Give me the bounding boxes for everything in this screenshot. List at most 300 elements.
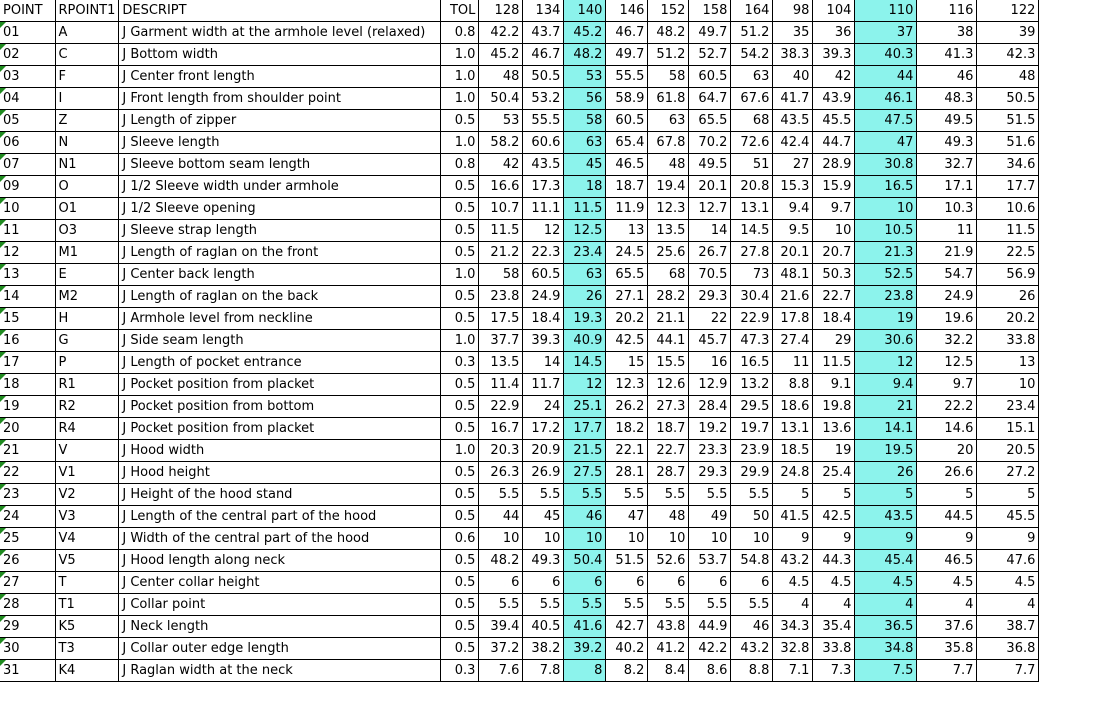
cell-140[interactable]: 40.9 [564,329,606,351]
cell-98[interactable]: 43.5 [773,109,813,131]
cell-104[interactable]: 43.9 [813,87,855,109]
cell-descript[interactable]: J Length of the central part of the hood [119,505,441,527]
cell-110[interactable]: 26 [855,461,917,483]
cell-104[interactable]: 50.3 [813,263,855,285]
cell-110[interactable]: 21.3 [855,241,917,263]
cell-122[interactable]: 10.6 [977,197,1039,219]
cell-point[interactable]: 09 [0,175,55,197]
cell-98[interactable]: 21.6 [773,285,813,307]
cell-point[interactable]: 25 [0,527,55,549]
cell-104[interactable]: 35.4 [813,615,855,637]
cell-146[interactable]: 49.7 [606,43,648,65]
cell-point[interactable]: 10 [0,197,55,219]
cell-158[interactable]: 5.5 [689,483,731,505]
cell-158[interactable]: 26.7 [689,241,731,263]
cell-158[interactable]: 12.9 [689,373,731,395]
cell-point[interactable]: 17 [0,351,55,373]
cell-122[interactable]: 13 [977,351,1039,373]
cell-152[interactable]: 44.1 [648,329,689,351]
cell-point[interactable]: 19 [0,395,55,417]
cell-152[interactable]: 21.1 [648,307,689,329]
cell-point[interactable]: 29 [0,615,55,637]
cell-98[interactable]: 17.8 [773,307,813,329]
cell-128[interactable]: 58.2 [479,131,523,153]
cell-164[interactable]: 23.9 [731,439,773,461]
cell-164[interactable]: 5.5 [731,483,773,505]
cell-point[interactable]: 03 [0,65,55,87]
cell-104[interactable]: 15.9 [813,175,855,197]
cell-152[interactable]: 19.4 [648,175,689,197]
cell-134[interactable]: 60.6 [523,131,564,153]
cell-164[interactable]: 51 [731,153,773,175]
cell-164[interactable]: 47.3 [731,329,773,351]
cell-116[interactable]: 9 [917,527,977,549]
cell-152[interactable]: 5.5 [648,593,689,615]
cell-tol[interactable]: 0.3 [441,659,479,681]
cell-descript[interactable]: J Length of raglan on the front [119,241,441,263]
cell-158[interactable]: 10 [689,527,731,549]
cell-110[interactable]: 19.5 [855,439,917,461]
cell-116[interactable]: 17.1 [917,175,977,197]
cell-146[interactable]: 40.2 [606,637,648,659]
cell-152[interactable]: 28.7 [648,461,689,483]
cell-rpoint1[interactable]: R4 [55,417,119,439]
cell-128[interactable]: 42.2 [479,21,523,43]
cell-rpoint1[interactable]: P [55,351,119,373]
cell-98[interactable]: 7.1 [773,659,813,681]
cell-158[interactable]: 49.5 [689,153,731,175]
cell-rpoint1[interactable]: E [55,263,119,285]
cell-164[interactable]: 19.7 [731,417,773,439]
cell-164[interactable]: 29.5 [731,395,773,417]
cell-rpoint1[interactable]: T3 [55,637,119,659]
cell-146[interactable]: 46.5 [606,153,648,175]
cell-tol[interactable]: 1.0 [441,87,479,109]
cell-122[interactable]: 20.2 [977,307,1039,329]
cell-point[interactable]: 22 [0,461,55,483]
cell-128[interactable]: 10 [479,527,523,549]
cell-140[interactable]: 45 [564,153,606,175]
cell-tol[interactable]: 0.5 [441,285,479,307]
cell-158[interactable]: 29.3 [689,461,731,483]
cell-110[interactable]: 52.5 [855,263,917,285]
cell-tol[interactable]: 0.5 [441,505,479,527]
cell-122[interactable]: 27.2 [977,461,1039,483]
cell-134[interactable]: 22.3 [523,241,564,263]
cell-descript[interactable]: J Side seam length [119,329,441,351]
cell-98[interactable]: 38.3 [773,43,813,65]
cell-152[interactable]: 12.3 [648,197,689,219]
cell-128[interactable]: 48.2 [479,549,523,571]
cell-116[interactable]: 10.3 [917,197,977,219]
cell-158[interactable]: 28.4 [689,395,731,417]
cell-116[interactable]: 22.2 [917,395,977,417]
cell-tol[interactable]: 0.5 [441,571,479,593]
cell-116[interactable]: 4 [917,593,977,615]
cell-134[interactable]: 18.4 [523,307,564,329]
cell-152[interactable]: 61.8 [648,87,689,109]
cell-rpoint1[interactable]: V3 [55,505,119,527]
cell-164[interactable]: 46 [731,615,773,637]
cell-152[interactable]: 15.5 [648,351,689,373]
cell-128[interactable]: 44 [479,505,523,527]
cell-122[interactable]: 11.5 [977,219,1039,241]
cell-164[interactable]: 73 [731,263,773,285]
cell-tol[interactable]: 0.5 [441,615,479,637]
cell-152[interactable]: 28.2 [648,285,689,307]
cell-110[interactable]: 30.6 [855,329,917,351]
cell-140[interactable]: 46 [564,505,606,527]
cell-98[interactable]: 9 [773,527,813,549]
cell-140[interactable]: 45.2 [564,21,606,43]
cell-104[interactable]: 13.6 [813,417,855,439]
cell-122[interactable]: 26 [977,285,1039,307]
cell-116[interactable]: 11 [917,219,977,241]
cell-134[interactable]: 46.7 [523,43,564,65]
cell-128[interactable]: 21.2 [479,241,523,263]
cell-104[interactable]: 20.7 [813,241,855,263]
cell-104[interactable]: 42.5 [813,505,855,527]
cell-122[interactable]: 23.4 [977,395,1039,417]
cell-tol[interactable]: 0.8 [441,153,479,175]
cell-116[interactable]: 5 [917,483,977,505]
cell-rpoint1[interactable]: V5 [55,549,119,571]
cell-152[interactable]: 58 [648,65,689,87]
column-header-descript[interactable]: DESCRIPT [119,0,441,21]
cell-134[interactable]: 49.3 [523,549,564,571]
cell-116[interactable]: 20 [917,439,977,461]
cell-146[interactable]: 20.2 [606,307,648,329]
cell-128[interactable]: 48 [479,65,523,87]
cell-140[interactable]: 21.5 [564,439,606,461]
cell-descript[interactable]: J Hood length along neck [119,549,441,571]
cell-164[interactable]: 27.8 [731,241,773,263]
cell-tol[interactable]: 0.5 [441,197,479,219]
cell-descript[interactable]: J Collar outer edge length [119,637,441,659]
cell-164[interactable]: 63 [731,65,773,87]
cell-98[interactable]: 41.5 [773,505,813,527]
cell-tol[interactable]: 0.5 [441,307,479,329]
cell-152[interactable]: 12.6 [648,373,689,395]
column-header-point[interactable]: POINT [0,0,55,21]
column-header-146[interactable]: 146 [606,0,648,21]
cell-122[interactable]: 10 [977,373,1039,395]
cell-98[interactable]: 9.5 [773,219,813,241]
cell-point[interactable]: 06 [0,131,55,153]
cell-140[interactable]: 63 [564,131,606,153]
cell-134[interactable]: 40.5 [523,615,564,637]
cell-134[interactable]: 20.9 [523,439,564,461]
cell-104[interactable]: 5 [813,483,855,505]
cell-rpoint1[interactable]: Z [55,109,119,131]
cell-134[interactable]: 50.5 [523,65,564,87]
cell-140[interactable]: 5.5 [564,593,606,615]
cell-116[interactable]: 54.7 [917,263,977,285]
cell-point[interactable]: 01 [0,21,55,43]
cell-140[interactable]: 12.5 [564,219,606,241]
cell-point[interactable]: 14 [0,285,55,307]
cell-tol[interactable]: 0.6 [441,527,479,549]
column-header-116[interactable]: 116 [917,0,977,21]
cell-158[interactable]: 70.2 [689,131,731,153]
cell-116[interactable]: 49.3 [917,131,977,153]
cell-descript[interactable]: J Bottom width [119,43,441,65]
cell-134[interactable]: 45 [523,505,564,527]
cell-140[interactable]: 23.4 [564,241,606,263]
cell-104[interactable]: 4 [813,593,855,615]
cell-134[interactable]: 38.2 [523,637,564,659]
cell-122[interactable]: 36.8 [977,637,1039,659]
cell-110[interactable]: 16.5 [855,175,917,197]
cell-98[interactable]: 48.1 [773,263,813,285]
cell-164[interactable]: 50 [731,505,773,527]
cell-116[interactable]: 21.9 [917,241,977,263]
cell-descript[interactable]: J Height of the hood stand [119,483,441,505]
cell-tol[interactable]: 0.5 [441,109,479,131]
cell-116[interactable]: 24.9 [917,285,977,307]
cell-rpoint1[interactable]: N1 [55,153,119,175]
cell-point[interactable]: 21 [0,439,55,461]
cell-110[interactable]: 21 [855,395,917,417]
cell-descript[interactable]: J Sleeve length [119,131,441,153]
cell-rpoint1[interactable]: K4 [55,659,119,681]
cell-descript[interactable]: J Garment width at the armhole level (relaxed) [119,21,441,43]
cell-104[interactable]: 9 [813,527,855,549]
cell-tol[interactable]: 1.0 [441,439,479,461]
cell-104[interactable]: 4.5 [813,571,855,593]
cell-146[interactable]: 27.1 [606,285,648,307]
cell-110[interactable]: 46.1 [855,87,917,109]
cell-152[interactable]: 6 [648,571,689,593]
column-header-110[interactable]: 110 [855,0,917,21]
cell-140[interactable]: 25.1 [564,395,606,417]
cell-descript[interactable]: J Sleeve strap length [119,219,441,241]
cell-152[interactable]: 48.2 [648,21,689,43]
cell-122[interactable]: 56.9 [977,263,1039,285]
cell-104[interactable]: 28.9 [813,153,855,175]
cell-134[interactable]: 12 [523,219,564,241]
cell-point[interactable]: 11 [0,219,55,241]
cell-110[interactable]: 4 [855,593,917,615]
cell-point[interactable]: 26 [0,549,55,571]
cell-140[interactable]: 48.2 [564,43,606,65]
cell-128[interactable]: 7.6 [479,659,523,681]
cell-tol[interactable]: 1.0 [441,131,479,153]
cell-110[interactable]: 30.8 [855,153,917,175]
cell-164[interactable]: 43.2 [731,637,773,659]
cell-122[interactable]: 45.5 [977,505,1039,527]
cell-152[interactable]: 18.7 [648,417,689,439]
cell-110[interactable]: 47 [855,131,917,153]
cell-134[interactable]: 60.5 [523,263,564,285]
cell-116[interactable]: 41.3 [917,43,977,65]
cell-146[interactable]: 5.5 [606,593,648,615]
cell-98[interactable]: 18.5 [773,439,813,461]
cell-116[interactable]: 12.5 [917,351,977,373]
cell-104[interactable]: 36 [813,21,855,43]
cell-descript[interactable]: J 1/2 Sleeve opening [119,197,441,219]
cell-146[interactable]: 10 [606,527,648,549]
cell-descript[interactable]: J Sleeve bottom seam length [119,153,441,175]
cell-descript[interactable]: J Front length from shoulder point [119,87,441,109]
cell-122[interactable]: 22.5 [977,241,1039,263]
column-header-104[interactable]: 104 [813,0,855,21]
cell-146[interactable]: 46.7 [606,21,648,43]
cell-rpoint1[interactable]: F [55,65,119,87]
cell-104[interactable]: 25.4 [813,461,855,483]
cell-164[interactable]: 20.8 [731,175,773,197]
cell-128[interactable]: 37.2 [479,637,523,659]
cell-98[interactable]: 11 [773,351,813,373]
cell-descript[interactable]: J Center collar height [119,571,441,593]
cell-116[interactable]: 26.6 [917,461,977,483]
cell-164[interactable]: 6 [731,571,773,593]
cell-128[interactable]: 10.7 [479,197,523,219]
cell-122[interactable]: 34.6 [977,153,1039,175]
cell-point[interactable]: 12 [0,241,55,263]
cell-152[interactable]: 63 [648,109,689,131]
cell-rpoint1[interactable]: I [55,87,119,109]
cell-tol[interactable]: 0.5 [441,549,479,571]
cell-152[interactable]: 8.4 [648,659,689,681]
cell-164[interactable]: 5.5 [731,593,773,615]
cell-158[interactable]: 49 [689,505,731,527]
cell-98[interactable]: 27.4 [773,329,813,351]
cell-152[interactable]: 43.8 [648,615,689,637]
cell-146[interactable]: 42.7 [606,615,648,637]
cell-146[interactable]: 5.5 [606,483,648,505]
cell-116[interactable]: 49.5 [917,109,977,131]
cell-116[interactable]: 32.7 [917,153,977,175]
cell-128[interactable]: 11.4 [479,373,523,395]
cell-128[interactable]: 50.4 [479,87,523,109]
cell-134[interactable]: 11.1 [523,197,564,219]
cell-point[interactable]: 05 [0,109,55,131]
cell-116[interactable]: 9.7 [917,373,977,395]
cell-158[interactable]: 65.5 [689,109,731,131]
cell-134[interactable]: 26.9 [523,461,564,483]
cell-rpoint1[interactable]: R2 [55,395,119,417]
cell-tol[interactable]: 0.5 [441,483,479,505]
cell-tol[interactable]: 0.5 [441,175,479,197]
cell-122[interactable]: 33.8 [977,329,1039,351]
cell-point[interactable]: 31 [0,659,55,681]
cell-110[interactable]: 9.4 [855,373,917,395]
cell-134[interactable]: 24 [523,395,564,417]
cell-134[interactable]: 11.7 [523,373,564,395]
cell-134[interactable]: 10 [523,527,564,549]
cell-116[interactable]: 48.3 [917,87,977,109]
cell-152[interactable]: 13.5 [648,219,689,241]
cell-110[interactable]: 44 [855,65,917,87]
cell-152[interactable]: 48 [648,153,689,175]
cell-158[interactable]: 44.9 [689,615,731,637]
cell-128[interactable]: 16.6 [479,175,523,197]
cell-140[interactable]: 18 [564,175,606,197]
cell-descript[interactable]: J Collar point [119,593,441,615]
cell-rpoint1[interactable]: V2 [55,483,119,505]
cell-146[interactable]: 26.2 [606,395,648,417]
cell-tol[interactable]: 0.5 [441,219,479,241]
cell-point[interactable]: 28 [0,593,55,615]
cell-128[interactable]: 42 [479,153,523,175]
cell-164[interactable]: 8.8 [731,659,773,681]
cell-point[interactable]: 30 [0,637,55,659]
cell-110[interactable]: 12 [855,351,917,373]
cell-128[interactable]: 37.7 [479,329,523,351]
cell-164[interactable]: 54.8 [731,549,773,571]
cell-116[interactable]: 46.5 [917,549,977,571]
cell-134[interactable]: 39.3 [523,329,564,351]
cell-110[interactable]: 10 [855,197,917,219]
cell-158[interactable]: 20.1 [689,175,731,197]
cell-110[interactable]: 7.5 [855,659,917,681]
cell-descript[interactable]: J Length of raglan on the back [119,285,441,307]
cell-140[interactable]: 58 [564,109,606,131]
cell-158[interactable]: 52.7 [689,43,731,65]
cell-128[interactable]: 45.2 [479,43,523,65]
cell-152[interactable]: 41.2 [648,637,689,659]
cell-128[interactable]: 16.7 [479,417,523,439]
cell-158[interactable]: 45.7 [689,329,731,351]
cell-descript[interactable]: J Center back length [119,263,441,285]
cell-descript[interactable]: J Raglan width at the neck [119,659,441,681]
cell-116[interactable]: 19.6 [917,307,977,329]
cell-128[interactable]: 58 [479,263,523,285]
cell-152[interactable]: 5.5 [648,483,689,505]
cell-158[interactable]: 6 [689,571,731,593]
cell-98[interactable]: 15.3 [773,175,813,197]
cell-tol[interactable]: 0.5 [441,395,479,417]
cell-140[interactable]: 56 [564,87,606,109]
cell-tol[interactable]: 0.8 [441,21,479,43]
cell-tol[interactable]: 1.0 [441,43,479,65]
cell-104[interactable]: 9.1 [813,373,855,395]
cell-164[interactable]: 30.4 [731,285,773,307]
cell-158[interactable]: 60.5 [689,65,731,87]
cell-140[interactable]: 5.5 [564,483,606,505]
cell-110[interactable]: 23.8 [855,285,917,307]
cell-146[interactable]: 65.4 [606,131,648,153]
cell-128[interactable]: 6 [479,571,523,593]
cell-descript[interactable]: J Width of the central part of the hood [119,527,441,549]
cell-tol[interactable]: 0.5 [441,593,479,615]
cell-134[interactable]: 24.9 [523,285,564,307]
cell-128[interactable]: 22.9 [479,395,523,417]
cell-point[interactable]: 20 [0,417,55,439]
cell-122[interactable]: 9 [977,527,1039,549]
cell-152[interactable]: 48 [648,505,689,527]
cell-128[interactable]: 23.8 [479,285,523,307]
cell-122[interactable]: 51.5 [977,109,1039,131]
cell-104[interactable]: 7.3 [813,659,855,681]
cell-104[interactable]: 22.7 [813,285,855,307]
cell-98[interactable]: 9.4 [773,197,813,219]
cell-152[interactable]: 52.6 [648,549,689,571]
cell-tol[interactable]: 0.5 [441,417,479,439]
cell-140[interactable]: 14.5 [564,351,606,373]
column-header-134[interactable]: 134 [523,0,564,21]
cell-tol[interactable]: 0.5 [441,241,479,263]
cell-134[interactable]: 43.5 [523,153,564,175]
cell-rpoint1[interactable]: T [55,571,119,593]
cell-rpoint1[interactable]: R1 [55,373,119,395]
cell-122[interactable]: 38.7 [977,615,1039,637]
cell-152[interactable]: 68 [648,263,689,285]
cell-point[interactable]: 18 [0,373,55,395]
cell-point[interactable]: 16 [0,329,55,351]
cell-tol[interactable]: 1.0 [441,65,479,87]
